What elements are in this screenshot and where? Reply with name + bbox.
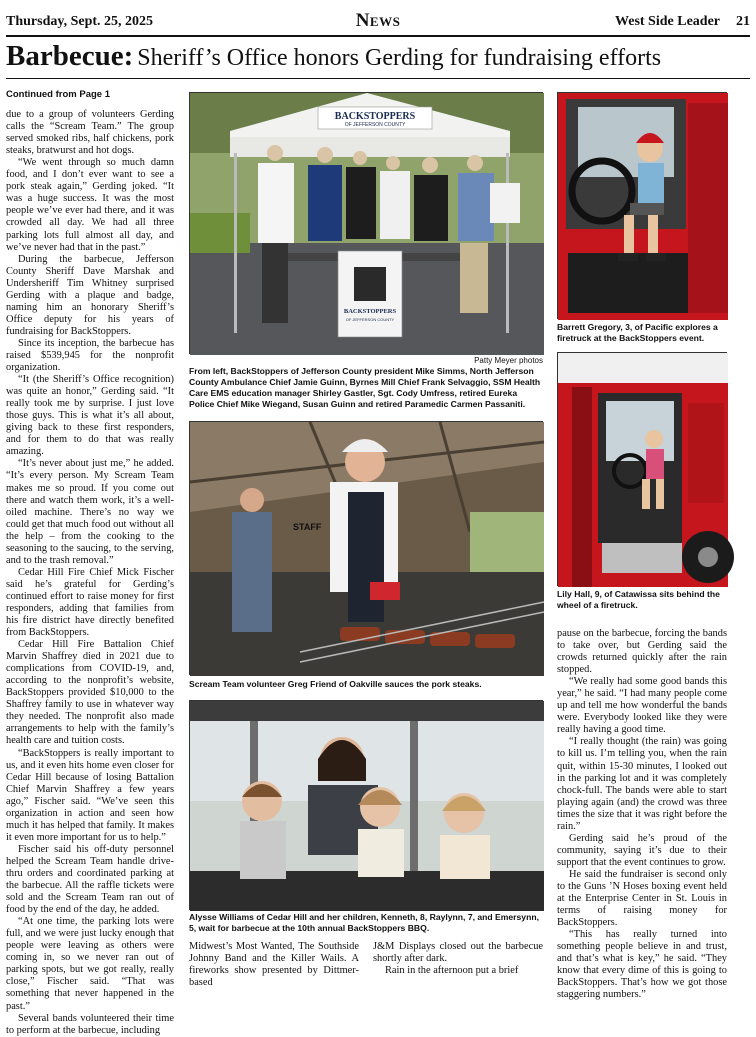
article-column-2 <box>189 941 359 989</box>
table-sign-subtext: OF JEFFERSON COUNTY <box>345 317 395 322</box>
caption-firetruck-barrett: Barrett Gregory, 3, of Pacific explores a firetruck at the BackStoppers event. <box>557 322 718 343</box>
headline-text: Sheriff’s Office honors Gerding for fundraising efforts <box>137 45 662 71</box>
header-rule <box>6 35 750 37</box>
paragraph: Fischer said his off-duty personnel helped the Scream Team handle drive-thru orders and coordinated parking at the barbecue. All the raffle tickets were sold and the Scream Team ran out of food by the end of the day, he added. <box>6 843 174 916</box>
shirt-text: STAFF <box>293 522 322 532</box>
paragraph: “This has really turned into something people believe in and trust, and that’s what is key,” he said. “They know that every dime of this is going to BackStoppers. That’s how we got those staggering numbers.” <box>557 929 727 1001</box>
photo-grill-volunteer <box>189 421 543 675</box>
section-name: News <box>355 10 401 31</box>
caption-tent: From left, BackStoppers of Jefferson County president Mike Simms, North Jefferson County Ambulance Chief Jamie Guinn, Byrnes Mill Chief Frank Selvaggio, SSM Health Care EMS education manager Shirley Gastler, Sgt. Cody Umfress, retired Eureka Police Chief Mike Wiegand, Susan Guinn and retired Paramedic Carmen Passaniti. <box>189 366 541 409</box>
article-column-4 <box>557 628 727 1001</box>
page-header <box>6 10 750 36</box>
table-sign-text: BACKSTOPPERS <box>343 308 397 315</box>
headline-rule <box>6 78 750 79</box>
headline-kicker: Barbecue: <box>6 40 134 72</box>
paragraph: Rain in the afternoon put a brief <box>385 965 519 977</box>
paragraph: He said the fundraiser is second only to the Guns ’N Hoses boxing event held at the Enterprise Center in St. Louis in terms of raising money for BackStoppers. <box>557 868 727 929</box>
paragraph: due to a group of volunteers Gerding calls the “Scream Team.” The group served smoked ribs, half chickens, pork steaks, bratwurst and hot dogs. <box>6 109 174 157</box>
paragraph: “At one time, the parking lots were full, and we were just lucky enough that people were leaving as others were coming in, so we never ran out of parking spots, but we got really, really close,” Fischer said. “That was something that never happened in the past.” <box>6 916 174 1012</box>
page-number: 21 <box>736 14 750 29</box>
paragraph: “It (the Sheriff’s Office recognition) was quite an honor,” Gerding said. “It really took me by surprise. I just love those guys. This is what it’s all about, giving back to these first responders, and for them to do that was really amazing. <box>6 374 174 458</box>
caption-firetruck-lily: Lily Hall, 9, of Catawissa sits behind the wheel of a firetruck. <box>557 589 720 610</box>
caption-family: Alysse Williams of Cedar Hill and her children, Kenneth, 8, Raylynn, 7, and Emersynn, 5, wait for barbecue at the 10th annual BackStoppers BBQ. <box>189 912 539 933</box>
photo-backstoppers-tent <box>189 92 543 354</box>
tent-banner-subtext: OF JEFFERSON COUNTY <box>344 122 406 128</box>
paragraph: “I really thought (the rain) was going to kill us. I’m telling you, when the rain quit, within 15-30 minutes, I looked out in the parking lot and it was completely chock-full. The bands were able to start playing again (and) the crowd was three times the size that it was right before the rain.” <box>557 736 727 832</box>
paragraph: Cedar Hill Fire Battalion Chief Marvin Shaffrey died in 2021 due to complications from COVID-19, and, according to the nonprofit’s website, BackStoppers provided $10,000 to the Shaffrey family to use in whatever way they needed. The nonprofit also made arrangements to help with the family’s health care and tuition costs. <box>6 639 174 747</box>
continued-label: Continued from Page 1 <box>6 89 110 100</box>
paragraph: “It’s never about just me,” he added. “It’s every person. My Scream Team makes me so proud. If you come out there and watch them work, it’s a well-oiled machine. There’s no way we could get that much food out without all the help – from the cooking to the seasoning to the saucing, to the serving, and to the trash removal.” <box>6 458 174 566</box>
caption-grill: Scream Team volunteer Greg Friend of Oakville sauces the pork steaks. <box>189 679 482 689</box>
paragraph: Midwest’s Most Wanted, The Southside Johnny Band and the Killer Wails. A fireworks show presented by Dittmer-based <box>189 941 359 989</box>
paragraph: Gerding said he’s proud of the community, saying it’s due to their support that the event continues to grow. <box>557 832 727 868</box>
paper-name: West Side Leader <box>615 14 720 29</box>
paragraph: Since its inception, the barbecue has raised $539,945 for the nonprofit organization. <box>6 337 174 374</box>
paragraph: “BackStoppers is really important to us, and it even hits home even closer for Cedar Hill because of losing Battalion Chief Marvin Shaffrey a few years ago,” Fischer said. “We’ve seen this organization in action and seen how much it has helped that family. It makes it even more important for us to help.” <box>6 747 174 843</box>
article-headline <box>6 40 750 76</box>
article-column-1 <box>6 89 174 1036</box>
photo-family <box>189 700 543 910</box>
paragraph: Several bands volunteered their time to perform at the barbecue, including <box>6 1012 174 1036</box>
paragraph: During the barbecue, Jefferson County Sheriff Dave Marshak and Undersheriff Tim Whitney surprised Gerding with a plaque and badge, naming him an honorary Sheriff’s Office deputy for his years of fundraising for BackStoppers. <box>6 253 174 337</box>
article-column-3 <box>373 941 543 981</box>
photo-firetruck-lily <box>557 352 727 586</box>
paragraph: pause on the barbecue, forcing the bands to take over, but Gerding said the crowds returned quickly after the rain stopped. <box>557 628 727 676</box>
paragraph: Cedar Hill Fire Chief Mick Fischer said he’s grateful for Gerding’s continued effort to raise money for first responders, adding that families from his fire district have directly benefited from BackStoppers. <box>6 566 174 639</box>
tent-banner-text: BACKSTOPPERS <box>334 111 416 122</box>
photo-credit: Patty Meyer photos <box>474 356 543 365</box>
paragraph: J&M Displays closed out the barbecue shortly after dark. <box>373 941 543 965</box>
paragraph: “We went through so much damn food, and I don’t ever want to see a pork steak again,” Gerding joked. “It was a huge success. It was the most people we’ve ever had there, and it was crowded all day. We had all three parking lots full almost all day, and we’ve never had that in the past.” <box>6 157 174 253</box>
photo-firetruck-barrett <box>557 92 727 319</box>
issue-date: Thursday, Sept. 25, 2025 <box>6 14 154 29</box>
paragraph: “We really had some good bands this year,” he said. “I had many people come up and tell me how wonderful the bands were. Everybody looked like they were really having a good time. <box>557 676 727 736</box>
